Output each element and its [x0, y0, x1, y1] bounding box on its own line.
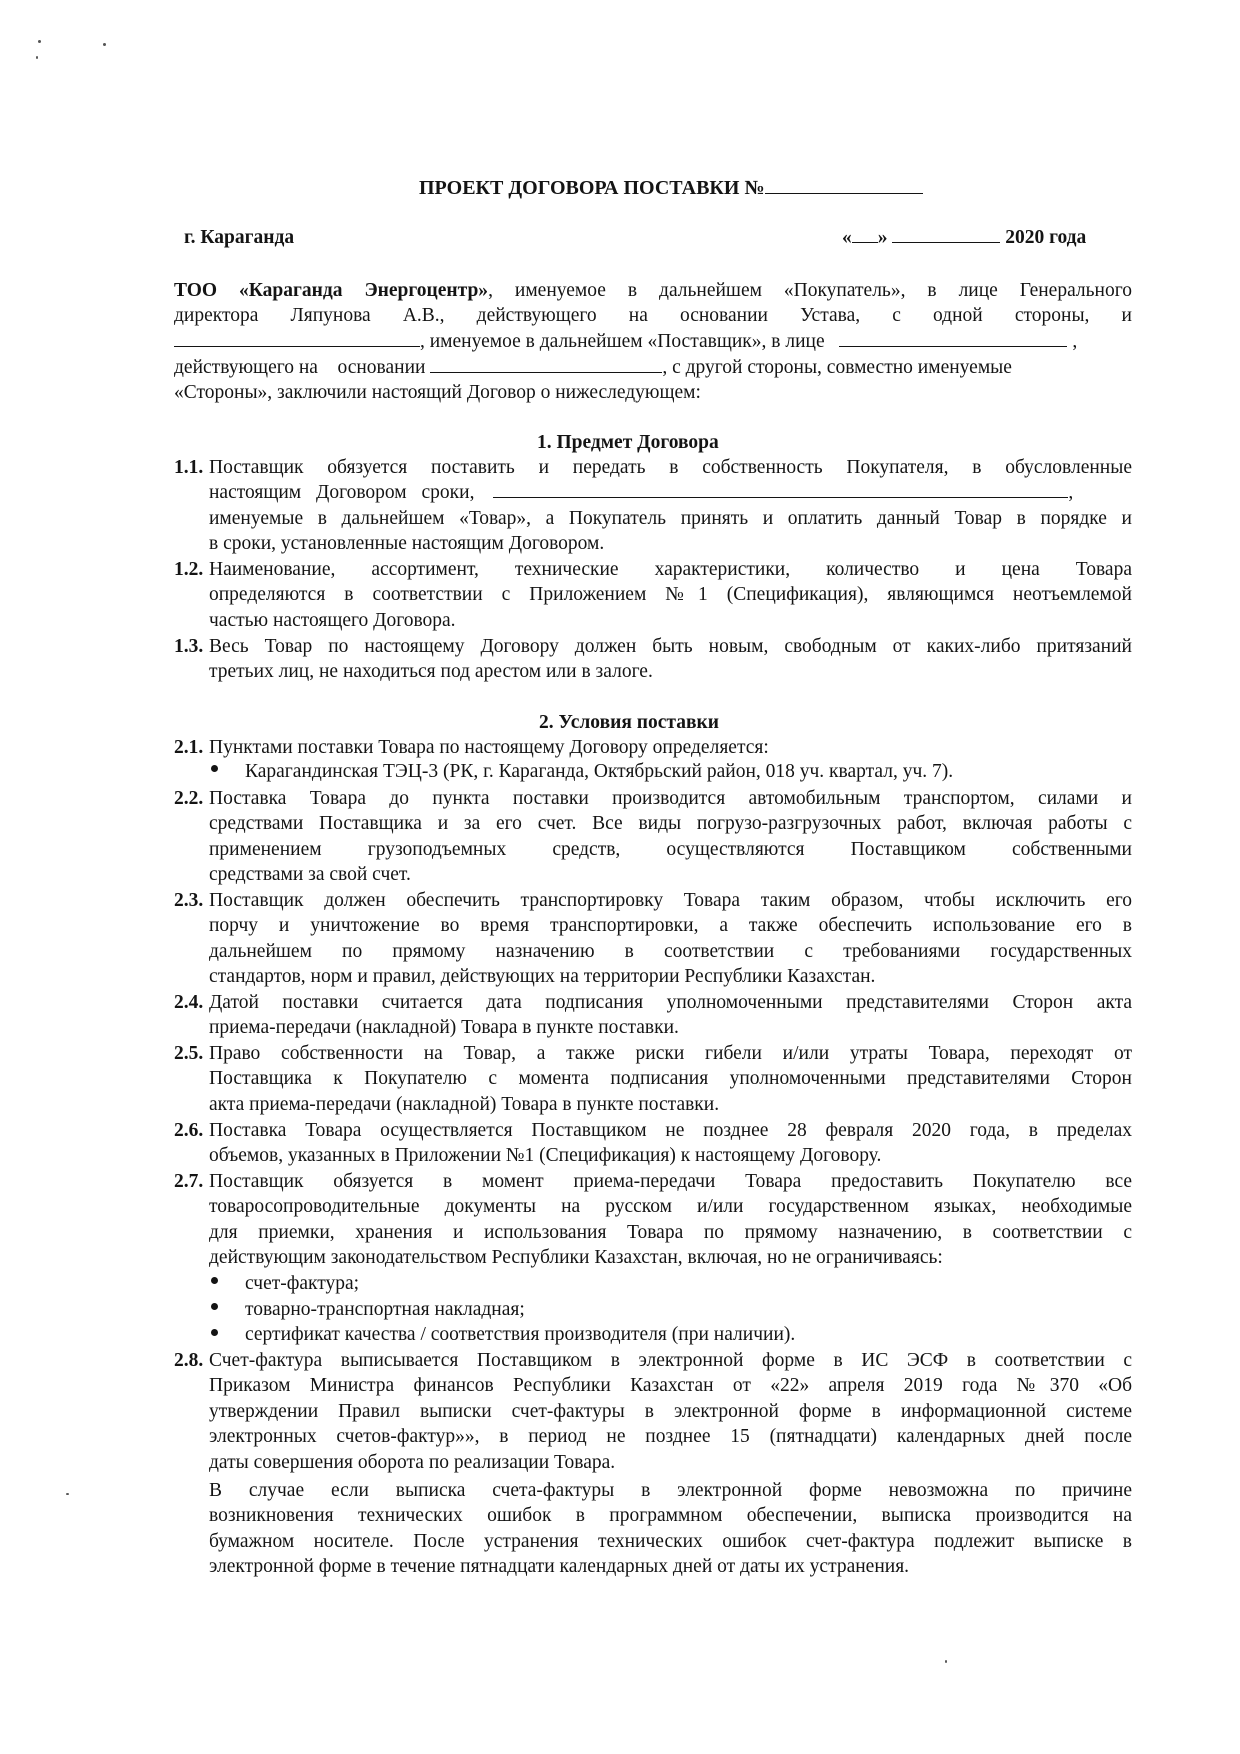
paragraph-2-8-line: возникновения технических ошибок в программном обеспечении, выписка производится на — [209, 1505, 1132, 1526]
clause-2-3-line: Поставщик должен обеспечить транспортировку Товара таким образом, чтобы исключить его — [209, 890, 1132, 911]
bullet-icon — [211, 1329, 218, 1336]
document-title — [419, 176, 923, 201]
clause-2-2-line: средствами Поставщика и за его счет. Все виды погрузо-разгрузочных работ, включая работы с — [209, 813, 1132, 834]
clause-2-3-line: стандартов, норм и правил, действующих на территории Республики Казахстан. — [209, 966, 876, 987]
clause-2-8-line: Приказом Министра финансов Республики Казахстан от «22» апреля 2019 года №370 «Об — [209, 1375, 1132, 1396]
document-list-item: товарно-транспортная накладная; — [245, 1299, 525, 1320]
bullet-icon — [211, 1277, 218, 1284]
scan-speck — [66, 1493, 69, 1495]
clause-2-3-line: порчу и уничтожение во время транспортировки, а также обеспечить использование его в — [209, 915, 1132, 936]
contract-number-blank — [765, 176, 923, 194]
clause-number: 1.1. — [174, 457, 204, 478]
section-1-heading: 1. Предмет Договора — [537, 432, 719, 453]
scan-speck — [945, 1660, 947, 1663]
clause-text: настоящим Договором сроки, — [209, 482, 475, 503]
clause-number: 2.7. — [174, 1171, 204, 1192]
clause-1-2-line: Наименование, ассортимент, технические характеристики, количество и цена Товара — [209, 559, 1132, 580]
clause-1-1-line: именуемые в дальнейшем «Товар», а Покупатель принять и оплатить данный Товар в порядке и — [209, 508, 1132, 529]
preamble-text: , именуемое в дальнейшем «Покупатель», в лице Генерального — [488, 280, 1132, 301]
supplier-representative-blank — [839, 329, 1067, 347]
clause-2-2-line: применением грузоподъемных средств, осуществляются Поставщиком собственными — [209, 839, 1132, 860]
paragraph-2-8-line: бумажном носителе. После устранения технических ошибок счет-фактура подлежит выписке в — [209, 1531, 1132, 1552]
clause-2-5-line: Поставщика к Покупателю с момента подписания уполномоченными представителями Сторон — [209, 1068, 1132, 1089]
clause-1-2-line: частью настоящего Договора. — [209, 610, 456, 631]
delivery-point: Карагандинская ТЭЦ-3 (РК, г. Караганда, Октябрьский район, 018 уч. квартал, уч. 7). — [245, 761, 954, 782]
scan-speck — [36, 56, 38, 59]
clause-2-7-line: товаросопроводительные документы на русском и/или государственном языках, необходимые — [209, 1196, 1132, 1217]
preamble-text: основании — [337, 357, 426, 378]
clause-number: 1.2. — [174, 559, 204, 580]
clause-2-6-line: объемов, указанных в Приложении №1 (Спецификация) к настоящему Договору. — [209, 1145, 882, 1166]
clause-2-5-line: акта приема-передачи (накладной) Товара в пункте поставки. — [209, 1094, 720, 1115]
buyer-name: ТОО «Караганда Энергоцентр» — [174, 280, 489, 301]
clause-1-1-line: настоящим Договором сроки, , — [209, 482, 1074, 503]
scan-speck — [38, 40, 41, 43]
clause-2-6-line: Поставка Товара осуществляется Поставщиком не позднее 28 февраля 2020 года, в пределах — [209, 1120, 1132, 1141]
clause-2-7-line: действующим законодательством Республики Казахстан, включая, но не ограничиваясь: — [209, 1247, 943, 1268]
clause-2-7-line: для приемки, хранения и использования Товара по прямому назначению, в соответствии с — [209, 1222, 1132, 1243]
clause-number: 1.3. — [174, 636, 204, 657]
clause-2-2-line: Поставка Товара до пункта поставки производится автомобильным транспортом, силами и — [209, 788, 1132, 809]
preamble-text: , с другой стороны, совместно именуемые — [662, 357, 1012, 378]
goods-description-blank — [493, 480, 1068, 498]
clause-2-7-line: Поставщик обязуется в момент приема-передачи Товара предоставить Покупателю все — [209, 1171, 1132, 1192]
paragraph-2-8-line: электронной форме в течение пятнадцати календарных дней от даты их устранения. — [209, 1556, 910, 1577]
preamble-line-3: , именуемое в дальнейшем «Поставщик», в лице , — [174, 329, 1132, 354]
scan-speck — [103, 43, 106, 46]
clause-2-8-line: даты совершения оборота по реализации Товара. — [209, 1452, 616, 1473]
clause-1-1-line: Поставщик обязуется поставить и передать в собственность Покупателя, в обусловленные — [209, 457, 1132, 478]
section-2-heading: 2. Условия поставки — [539, 712, 719, 733]
month-blank — [892, 225, 1000, 243]
clause-number: 2.3. — [174, 890, 204, 911]
clause-2-1-line: Пунктами поставки Товара по настоящему Договору определяется: — [209, 737, 769, 758]
clause-number: 2.6. — [174, 1120, 204, 1141]
day-blank — [852, 225, 878, 243]
clause-number: 2.5. — [174, 1043, 204, 1064]
preamble-text: действующего на — [174, 357, 318, 378]
clause-2-8-line: утверждении Правил выписки счет-фактуры в электронной форме в информационной системе — [209, 1401, 1132, 1422]
clause-1-1-line: в сроки, установленные настоящим Договором. — [209, 533, 605, 554]
preamble-text: , именуемое в дальнейшем «Поставщик», в лице — [420, 331, 825, 352]
clause-2-4-line: приема-передачи (накладной) Товара в пункте поставки. — [209, 1017, 679, 1038]
preamble-line-1 — [174, 278, 1132, 303]
supplier-name-blank — [174, 329, 420, 347]
clause-1-2-line: определяются в соответствии с Приложением №1 (Спецификация), являющимся неотъемлемой — [209, 584, 1132, 605]
contract-date — [842, 225, 1086, 250]
clause-1-3-line: третьих лиц, не находиться под арестом или в залоге. — [209, 661, 653, 682]
date-quote-open: « — [842, 227, 852, 248]
clause-number: 2.1. — [174, 737, 204, 758]
clause-number: 2.4. — [174, 992, 204, 1013]
clause-2-8-line: электронных счетов-фактур»», в период не позднее 15 (пятнадцати) календарных дней после — [209, 1426, 1132, 1447]
document-list-item: сертификат качества / соответствия производителя (при наличии). — [245, 1324, 796, 1345]
preamble-line-4 — [174, 355, 1132, 380]
paragraph-2-8-line: В случае если выписка счета-фактуры в электронной форме невозможна по причине — [209, 1480, 1132, 1501]
clause-number: 2.2. — [174, 788, 204, 809]
clause-2-2-line: средствами за свой счет. — [209, 864, 411, 885]
clause-2-3-line: дальнейшем по прямому назначению в соответствии с требованиями государственных — [209, 941, 1132, 962]
clause-2-4-line: Датой поставки считается дата подписания уполномоченными представителями Сторон акта — [209, 992, 1132, 1013]
clause-2-8-line: Счет-фактура выписывается Поставщиком в электронной форме в ИС ЭСФ в соответствии с — [209, 1350, 1132, 1371]
bullet-icon — [211, 1303, 218, 1310]
title-text: ПРОЕКТ ДОГОВОРА ПОСТАВКИ № — [419, 177, 765, 199]
supplier-basis-blank — [430, 355, 662, 373]
date-quote-close: » — [877, 227, 888, 248]
document-list-item: счет-фактура; — [245, 1273, 360, 1294]
preamble-line-5: «Стороны», заключили настоящий Договор о нижеследующем: — [174, 382, 701, 403]
date-year: 2020 года — [1005, 227, 1087, 248]
clause-number: 2.8. — [174, 1350, 204, 1371]
clause-1-3-line: Весь Товар по настоящему Договору должен быть новым, свободным от каких-либо притязаний — [209, 636, 1132, 657]
bullet-icon — [211, 765, 218, 772]
clause-2-5-line: Право собственности на Товар, а также риски гибели и/или утраты Товара, переходят от — [209, 1043, 1132, 1064]
city: г. Караганда — [184, 227, 295, 248]
preamble-line-2: директора Ляпунова А.В., действующего на основании Устава, с одной стороны, и — [174, 305, 1132, 326]
